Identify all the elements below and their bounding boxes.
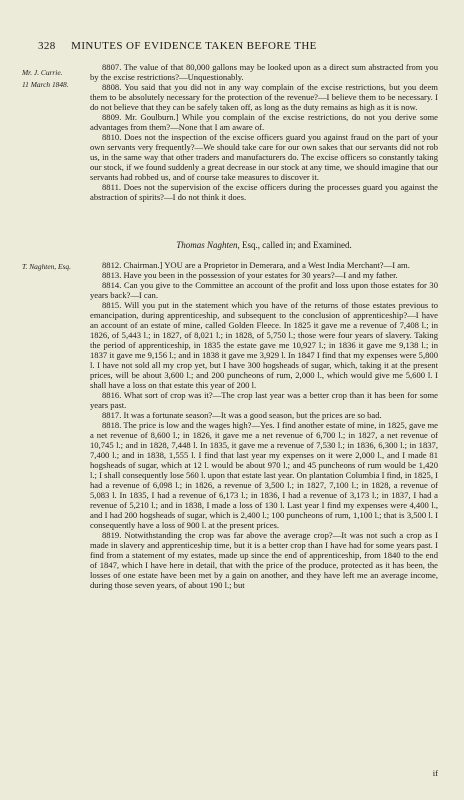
paragraph-8817: 8817. It was a fortunate season?—It was a good season, but the prices are so bad. [102, 410, 382, 420]
paragraph-8810: 8810. Does not the inspection of the excise officers guard you against fraud on the part of your own servants very frequently?—We should take care for our own sakes that our servants did not rob us, in the same way that other traders and manufacturers do. The excise officers so constantly taking our stock, if we found suddenly a great decrease in our stock at any time, we should imagine that our servants had robbed us, and of course take measures to discover it. [90, 132, 438, 182]
paragraph-8818: 8818. The price is low and the wages high?—Yes. I find another estate of mine, in 1825, gave me a net revenue of 8,600 l.; in 1826, it gave me a net revenue of 6,700 l.; in 1827, a net revenue of 10,745 l.; and in 1828, 7,448 l. In 1835, it gave me a revenue of 7,530 l.; in 1836, 6,300 l.; in 1837, 7,400 l.; and in 1838, 1,555 l. I find that last year my expenses on it were 2,000 l., and I made 81 hogsheads of sugar, which at 12 l. would be about 970 l.; and 45 puncheons of rum would be 1,420 l.; I shall consequently lose 560 l. upon that estate last year. On plantation Columbia I find, in 1825, I had a revenue of 6,098 l.; in 1826, a revenue of 3,500 l.; in 1827, 7,100 l.; in 1828, a revenue of 5,083 l. In 1835, I had a revenue of 6,173 l.; in 1836, I had a revenue of 3,173 l.; in 1837, I had a revenue of 5,210 l.; and in 1838, I made a loss of 130 l. Last year I find my expenses were 4,400 l., and I had 200 hogsheads of sugar, which is 2,400 l.; 100 puncheons of rum, 1,100 l.; that is 3,500 l. I consequently have a loss of 900 l. at the present prices. [90, 420, 438, 530]
margin-witness-name: Mr. J. Currie. [22, 68, 63, 77]
paragraph-8814: 8814. Can you give to the Committee an account of the profit and loss upon those estates for 30 years back?—I can. [90, 280, 438, 300]
catchword: if [432, 768, 438, 778]
running-title: MINUTES OF EVIDENCE TAKEN BEFORE THE [71, 40, 317, 52]
paragraph-8812: 8812. Chairman.] YOU are a Proprietor in Demerara, and a West India Merchant?—I am. [102, 260, 410, 270]
witness-name: Thomas Naghten [176, 240, 238, 250]
margin-date: 11 March 1848. [22, 80, 69, 89]
margin-witness-name-2: T. Naghten, Esq. [22, 262, 71, 271]
paragraph-8811: 8811. Does not the supervision of the excise officers during the processes guard you against the abstraction of spirits?—I do not think it does. [90, 182, 438, 202]
paragraph-8813: 8813. Have you been in the possession of your estates for 30 years?—I and my father. [102, 270, 398, 280]
paragraph-8815: 8815. Will you put in the statement which you have of the returns of those estates previous to emancipation, during apprenticeship, and subsequent to the conclusion of apprenticeship?—I have an account of an estate of mine, called Golden Fleece. In 1825 it gave me a revenue of 7,408 l.; in 1826, of 5,443 l.; in 1827, of 8,021 l.; in 1828, of 5,750 l.; those were four years of slavery. Taking the period of apprenticeship, in 1835 the estate gave me 10,927 l.; in 1836 it gave me 9,138 l.; in 1837 it gave me 9,156 l.; and in 1838 it gave me 3,929 l. In 1847 I find that my expenses were 5,800 l. I have not sold all my crop yet, but I have 300 hogsheads of sugar, which, taking it at the present prices, will be about 3,600 l.; and 200 puncheons of rum, 2,000 l., which would give me 5,600 l. I shall have a loss on that estate this year of 200 l. [90, 300, 438, 390]
witness-heading [90, 240, 438, 250]
witness-heading-text: , Esq., called in; and Examined. [237, 240, 352, 250]
paragraph-8819: 8819. Notwithstanding the crop was far above the average crop?—It was not such a crop as I made in slavery and apprenticeship time, but it is a better crop than I have had for some years past. I find from a statement of my estates, made up since the end of apprenticeship, from 1840 to the end of 1847, which I have here in detail, that with the price of the produce, protected as it has been, the losses of one estate have been met by a gain on another, and they have left me an average income, during those seven years, of about 190 l.; but [90, 530, 438, 590]
running-header [38, 40, 438, 52]
paragraph-8808: 8808. You said that you did not in any way complain of the excise restrictions, but you deem them to be absolutely necessary for the protection of the revenue?—I believe them to be necessary. I do not believe that they can be safely taken off, as long as the duty remains as high as it is now. [90, 82, 438, 112]
paragraph-8807: 8807. The value of that 80,000 gallons may be looked upon as a direct sum abstracted from you by the excise restrictions?—Unquestionably. [90, 62, 438, 82]
evidence-block-1 [90, 62, 438, 202]
paragraph-8816: 8816. What sort of crop was it?—The crop last year was a better crop than it has been for some years past. [90, 390, 438, 410]
evidence-block-2 [90, 260, 438, 590]
paragraph-8809: 8809. Mr. Goulburn.] While you complain of the excise restrictions, do not you derive some advantages from them?—None that I am aware of. [90, 112, 438, 132]
page-number: 328 [38, 40, 56, 52]
